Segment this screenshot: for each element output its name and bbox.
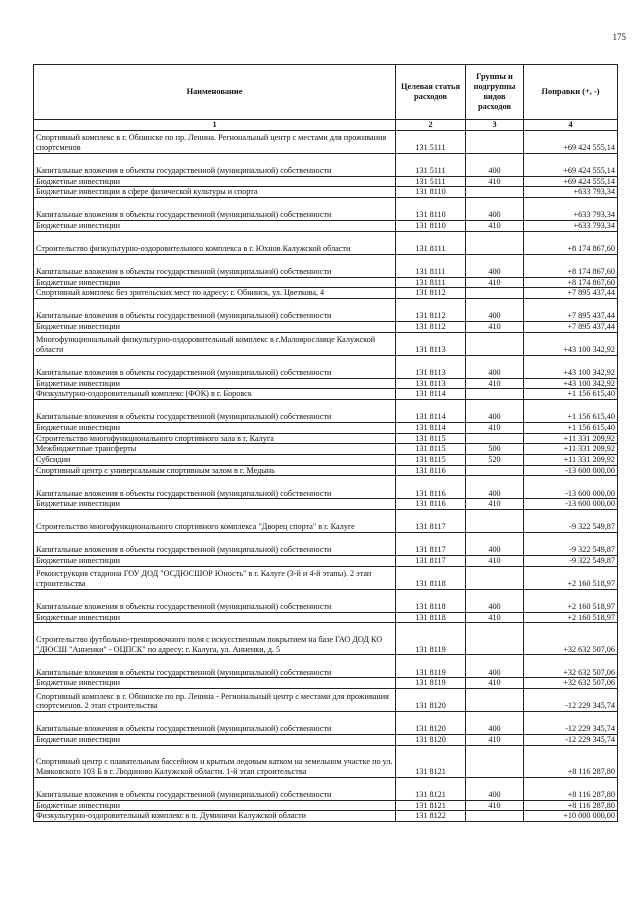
row-target-code-cell: 131 8114: [396, 400, 466, 423]
row-expense-group-cell: [466, 689, 524, 712]
table-row: [34, 499, 618, 510]
row-expense-group-cell: [466, 130, 524, 153]
row-target-code-cell: 131 8119: [396, 623, 466, 655]
row-amount-cell: -9 322 549,87: [524, 510, 618, 533]
table-row: [34, 589, 618, 612]
row-target-code-cell: 131 8115: [396, 444, 466, 455]
table-row: [34, 777, 618, 800]
row-target-code-cell: 131 8114: [396, 423, 466, 434]
row-name-cell: Капитальные вложения в объекты государственной (муниципальной) собственности: [34, 355, 396, 378]
row-target-code-cell: 131 8117: [396, 510, 466, 533]
row-expense-group-cell: 400: [466, 712, 524, 735]
row-target-code-cell: 131 8118: [396, 612, 466, 623]
row-amount-cell: +633 793,34: [524, 198, 618, 221]
table-body: [34, 130, 618, 821]
row-name-cell: Бюджетные инвестиции: [34, 800, 396, 811]
row-name-cell: Спортивный центр с универсальным спортивным залом в г. Медынь: [34, 465, 396, 476]
row-name-cell: Бюджетные инвестиции: [34, 277, 396, 288]
row-target-code-cell: 131 8116: [396, 476, 466, 499]
row-target-code-cell: 131 8120: [396, 735, 466, 746]
row-amount-cell: +2 160 518,97: [524, 612, 618, 623]
row-amount-cell: +11 331 209,92: [524, 433, 618, 444]
table-row: [34, 187, 618, 198]
table-row: [34, 433, 618, 444]
row-name-cell: Бюджетные инвестиции: [34, 556, 396, 567]
row-name-cell: Бюджетные инвестиции: [34, 678, 396, 689]
row-name-cell: Строительство многофункционального спортивного зала в г. Калуга: [34, 433, 396, 444]
row-expense-group-cell: 400: [466, 533, 524, 556]
table-row: [34, 612, 618, 623]
row-expense-group-cell: 520: [466, 455, 524, 466]
header-name: Наименование: [34, 65, 396, 120]
row-expense-group-cell: [466, 288, 524, 299]
row-expense-group-cell: 400: [466, 254, 524, 277]
row-amount-cell: +7 895 437,44: [524, 299, 618, 322]
row-expense-group-cell: 400: [466, 476, 524, 499]
row-amount-cell: +10 000 000,00: [524, 811, 618, 822]
budget-amendments-table: [33, 64, 618, 822]
row-name-cell: Строительство многофункционального спортивного комплекса "Дворец спорта" в г. Калуге: [34, 510, 396, 533]
row-expense-group-cell: 410: [466, 378, 524, 389]
table-row: [34, 389, 618, 400]
row-amount-cell: -13 600 000,00: [524, 465, 618, 476]
row-amount-cell: +1 156 615,40: [524, 423, 618, 434]
row-target-code-cell: 131 8121: [396, 800, 466, 811]
table-row: [34, 221, 618, 232]
row-name-cell: Капитальные вложения в объекты государственной (муниципальной) собственности: [34, 712, 396, 735]
row-expense-group-cell: 410: [466, 556, 524, 567]
row-amount-cell: +8 174 867,60: [524, 254, 618, 277]
row-amount-cell: +8 174 867,60: [524, 277, 618, 288]
row-target-code-cell: 131 8116: [396, 499, 466, 510]
row-expense-group-cell: 500: [466, 444, 524, 455]
table-row: [34, 800, 618, 811]
row-target-code-cell: 131 8110: [396, 187, 466, 198]
header-expense-group: Группы и подгруппы видов расходов: [466, 65, 524, 120]
row-target-code-cell: 131 8113: [396, 355, 466, 378]
row-name-cell: Капитальные вложения в объекты государственной (муниципальной) собственности: [34, 299, 396, 322]
row-amount-cell: +32 632 507,06: [524, 678, 618, 689]
table-row: [34, 130, 618, 153]
row-amount-cell: +8 116 287,80: [524, 777, 618, 800]
row-name-cell: Бюджетные инвестиции: [34, 176, 396, 187]
row-name-cell: Капитальные вложения в объекты государственной (муниципальной) собственности: [34, 777, 396, 800]
row-target-code-cell: 131 8113: [396, 378, 466, 389]
table-row: [34, 355, 618, 378]
row-name-cell: Спортивный центр с плавательным бассейном и крытым ледовым катком на земельном участке по ул. Маяковского 103 Б в г. Людиново Калужской области. 1-й этап строительства: [34, 745, 396, 777]
row-expense-group-cell: 400: [466, 589, 524, 612]
row-target-code-cell: 131 8117: [396, 533, 466, 556]
row-expense-group-cell: 400: [466, 153, 524, 176]
table-row: [34, 476, 618, 499]
row-amount-cell: +1 156 615,40: [524, 389, 618, 400]
row-amount-cell: +11 331 209,92: [524, 455, 618, 466]
column-number-row: [34, 120, 618, 131]
row-target-code-cell: 131 8121: [396, 777, 466, 800]
row-amount-cell: +32 632 507,06: [524, 623, 618, 655]
table-header-row: [34, 65, 618, 120]
header-amendments: Поправки (+, -): [524, 65, 618, 120]
row-name-cell: Спортивный комплекс в г. Обнинске по пр. Ленина. Региональный центр с местами для проживания спортсменов: [34, 130, 396, 153]
row-amount-cell: +8 116 287,80: [524, 745, 618, 777]
row-expense-group-cell: [466, 745, 524, 777]
row-amount-cell: -12 229 345,74: [524, 735, 618, 746]
table-row: [34, 231, 618, 254]
table-row: [34, 510, 618, 533]
row-amount-cell: +7 895 437,44: [524, 322, 618, 333]
table-row: [34, 254, 618, 277]
row-expense-group-cell: [466, 623, 524, 655]
row-target-code-cell: 131 8113: [396, 332, 466, 355]
row-expense-group-cell: 400: [466, 198, 524, 221]
table-row: [34, 299, 618, 322]
row-target-code-cell: 131 8119: [396, 655, 466, 678]
row-expense-group-cell: [466, 187, 524, 198]
row-amount-cell: +69 424 555,14: [524, 130, 618, 153]
row-target-code-cell: 131 8121: [396, 745, 466, 777]
row-amount-cell: -9 322 549,87: [524, 556, 618, 567]
row-amount-cell: +8 116 287,80: [524, 800, 618, 811]
table-row: [34, 277, 618, 288]
row-amount-cell: +69 424 555,14: [524, 153, 618, 176]
row-name-cell: Спортивный комплекс в г. Обнинске по пр. Ленина - Региональный центр с местами для проживания спортсменов. 2 этап строительства: [34, 689, 396, 712]
row-name-cell: Бюджетные инвестиции в сфере физической культуры и спорта: [34, 187, 396, 198]
row-name-cell: Бюджетные инвестиции: [34, 612, 396, 623]
row-amount-cell: -9 322 549,87: [524, 533, 618, 556]
table-row: [34, 455, 618, 466]
row-expense-group-cell: [466, 231, 524, 254]
row-target-code-cell: 131 8115: [396, 455, 466, 466]
table-row: [34, 400, 618, 423]
row-target-code-cell: 131 8111: [396, 277, 466, 288]
row-expense-group-cell: [466, 433, 524, 444]
table-row: [34, 678, 618, 689]
row-amount-cell: +7 895 437,44: [524, 288, 618, 299]
row-name-cell: Бюджетные инвестиции: [34, 378, 396, 389]
row-name-cell: Капитальные вложения в объекты государственной (муниципальной) собственности: [34, 655, 396, 678]
row-name-cell: Бюджетные инвестиции: [34, 322, 396, 333]
row-name-cell: Капитальные вложения в объекты государственной (муниципальной) собственности: [34, 198, 396, 221]
row-amount-cell: +43 100 342,92: [524, 332, 618, 355]
row-target-code-cell: 131 8116: [396, 465, 466, 476]
table-row: [34, 811, 618, 822]
row-target-code-cell: 131 8110: [396, 221, 466, 232]
row-amount-cell: +43 100 342,92: [524, 355, 618, 378]
table-row: [34, 153, 618, 176]
row-amount-cell: +43 100 342,92: [524, 378, 618, 389]
row-target-code-cell: 131 8118: [396, 589, 466, 612]
row-target-code-cell: 131 8111: [396, 254, 466, 277]
row-expense-group-cell: 410: [466, 176, 524, 187]
row-name-cell: Многофункциональный физкультурно-оздоровительный комплекс в г.Малоярославце Калужской области: [34, 332, 396, 355]
row-expense-group-cell: [466, 566, 524, 589]
row-expense-group-cell: 410: [466, 800, 524, 811]
row-expense-group-cell: 400: [466, 777, 524, 800]
table-row: [34, 655, 618, 678]
row-amount-cell: -12 229 345,74: [524, 712, 618, 735]
row-target-code-cell: 131 8112: [396, 299, 466, 322]
row-expense-group-cell: [466, 332, 524, 355]
row-amount-cell: +1 156 615,40: [524, 400, 618, 423]
row-amount-cell: -13 600 000,00: [524, 476, 618, 499]
column-number: 1: [34, 120, 396, 131]
row-expense-group-cell: [466, 811, 524, 822]
row-expense-group-cell: 410: [466, 221, 524, 232]
row-expense-group-cell: 400: [466, 400, 524, 423]
row-target-code-cell: 131 8119: [396, 678, 466, 689]
row-name-cell: Капитальные вложения в объекты государственной (муниципальной) собственности: [34, 476, 396, 499]
table-row: [34, 745, 618, 777]
row-amount-cell: +8 174 867,60: [524, 231, 618, 254]
row-target-code-cell: 131 8115: [396, 433, 466, 444]
row-target-code-cell: 131 8118: [396, 566, 466, 589]
row-target-code-cell: 131 8117: [396, 556, 466, 567]
row-amount-cell: +633 793,34: [524, 221, 618, 232]
row-expense-group-cell: 410: [466, 277, 524, 288]
table-row: [34, 322, 618, 333]
row-name-cell: Бюджетные инвестиции: [34, 499, 396, 510]
header-target-code: Целевая статья расходов: [396, 65, 466, 120]
row-expense-group-cell: 410: [466, 499, 524, 510]
row-expense-group-cell: [466, 510, 524, 533]
row-name-cell: Спортивный комплекс без зрительских мест по адресу: г. Обнинск, ул. Цветкова, 4: [34, 288, 396, 299]
table-row: [34, 533, 618, 556]
row-expense-group-cell: [466, 465, 524, 476]
table-row: [34, 566, 618, 589]
row-name-cell: Субсидии: [34, 455, 396, 466]
row-target-code-cell: 131 5111: [396, 153, 466, 176]
row-name-cell: Строительство футбольно-тренировочного поля с искусственным покрытием на базе ГАО ДОД КО "ДЮСШ "Анненки" - ОЦПСК" по адресу: г. Калуга, ул. Анненки, д. 5: [34, 623, 396, 655]
row-target-code-cell: 131 8120: [396, 712, 466, 735]
row-target-code-cell: 131 8122: [396, 811, 466, 822]
column-number: 4: [524, 120, 618, 131]
row-expense-group-cell: 410: [466, 423, 524, 434]
row-amount-cell: +2 160 518,97: [524, 566, 618, 589]
row-target-code-cell: 131 5111: [396, 130, 466, 153]
row-name-cell: Строительство физкультурно-оздоровительного комплекса в г. Юхнов Калужской области: [34, 231, 396, 254]
row-expense-group-cell: 400: [466, 655, 524, 678]
column-number: 2: [396, 120, 466, 131]
row-name-cell: Капитальные вложения в объекты государственной (муниципальной) собственности: [34, 533, 396, 556]
table-row: [34, 465, 618, 476]
row-name-cell: Капитальные вложения в объекты государственной (муниципальной) собственности: [34, 589, 396, 612]
row-name-cell: Бюджетные инвестиции: [34, 735, 396, 746]
row-target-code-cell: 131 8112: [396, 322, 466, 333]
row-expense-group-cell: [466, 389, 524, 400]
table-row: [34, 332, 618, 355]
table-row: [34, 556, 618, 567]
row-expense-group-cell: 410: [466, 735, 524, 746]
row-expense-group-cell: 410: [466, 678, 524, 689]
row-name-cell: Капитальные вложения в объекты государственной (муниципальной) собственности: [34, 254, 396, 277]
row-target-code-cell: 131 8111: [396, 231, 466, 254]
row-target-code-cell: 131 8110: [396, 198, 466, 221]
row-name-cell: Физкультурно-оздоровительный комплекс (ФОК) в г. Боровск: [34, 389, 396, 400]
row-expense-group-cell: 400: [466, 299, 524, 322]
row-amount-cell: +32 632 507,06: [524, 655, 618, 678]
row-amount-cell: +69 424 555,14: [524, 176, 618, 187]
row-target-code-cell: 131 8114: [396, 389, 466, 400]
page-number: 175: [612, 32, 626, 42]
row-name-cell: Бюджетные инвестиции: [34, 423, 396, 434]
row-name-cell: Реконструкция стадиона ГОУ ДОД "ОСДЮСШОР Юность" в г. Калуге (3-й и 4-й этапы). 2 этап строительства: [34, 566, 396, 589]
row-name-cell: Межбюджетные трансферты: [34, 444, 396, 455]
table-row: [34, 198, 618, 221]
row-target-code-cell: 131 5111: [396, 176, 466, 187]
row-amount-cell: -13 600 000,00: [524, 499, 618, 510]
table-row: [34, 444, 618, 455]
row-amount-cell: +2 160 518,97: [524, 589, 618, 612]
table-row: [34, 623, 618, 655]
row-name-cell: Физкультурно-оздоровительный комплекс в п. Думиничи Калужской области: [34, 811, 396, 822]
row-name-cell: Капитальные вложения в объекты государственной (муниципальной) собственности: [34, 400, 396, 423]
row-amount-cell: +633 793,34: [524, 187, 618, 198]
row-expense-group-cell: 400: [466, 355, 524, 378]
row-amount-cell: +11 331 209,92: [524, 444, 618, 455]
row-name-cell: Бюджетные инвестиции: [34, 221, 396, 232]
row-target-code-cell: 131 8112: [396, 288, 466, 299]
table-row: [34, 689, 618, 712]
row-target-code-cell: 131 8120: [396, 689, 466, 712]
table-row: [34, 288, 618, 299]
row-amount-cell: -12 229 345,74: [524, 689, 618, 712]
row-expense-group-cell: 410: [466, 322, 524, 333]
table-row: [34, 712, 618, 735]
row-expense-group-cell: 410: [466, 612, 524, 623]
table-row: [34, 423, 618, 434]
row-name-cell: Капитальные вложения в объекты государственной (муниципальной) собственности: [34, 153, 396, 176]
table-row: [34, 378, 618, 389]
table-row: [34, 735, 618, 746]
table-row: [34, 176, 618, 187]
column-number: 3: [466, 120, 524, 131]
